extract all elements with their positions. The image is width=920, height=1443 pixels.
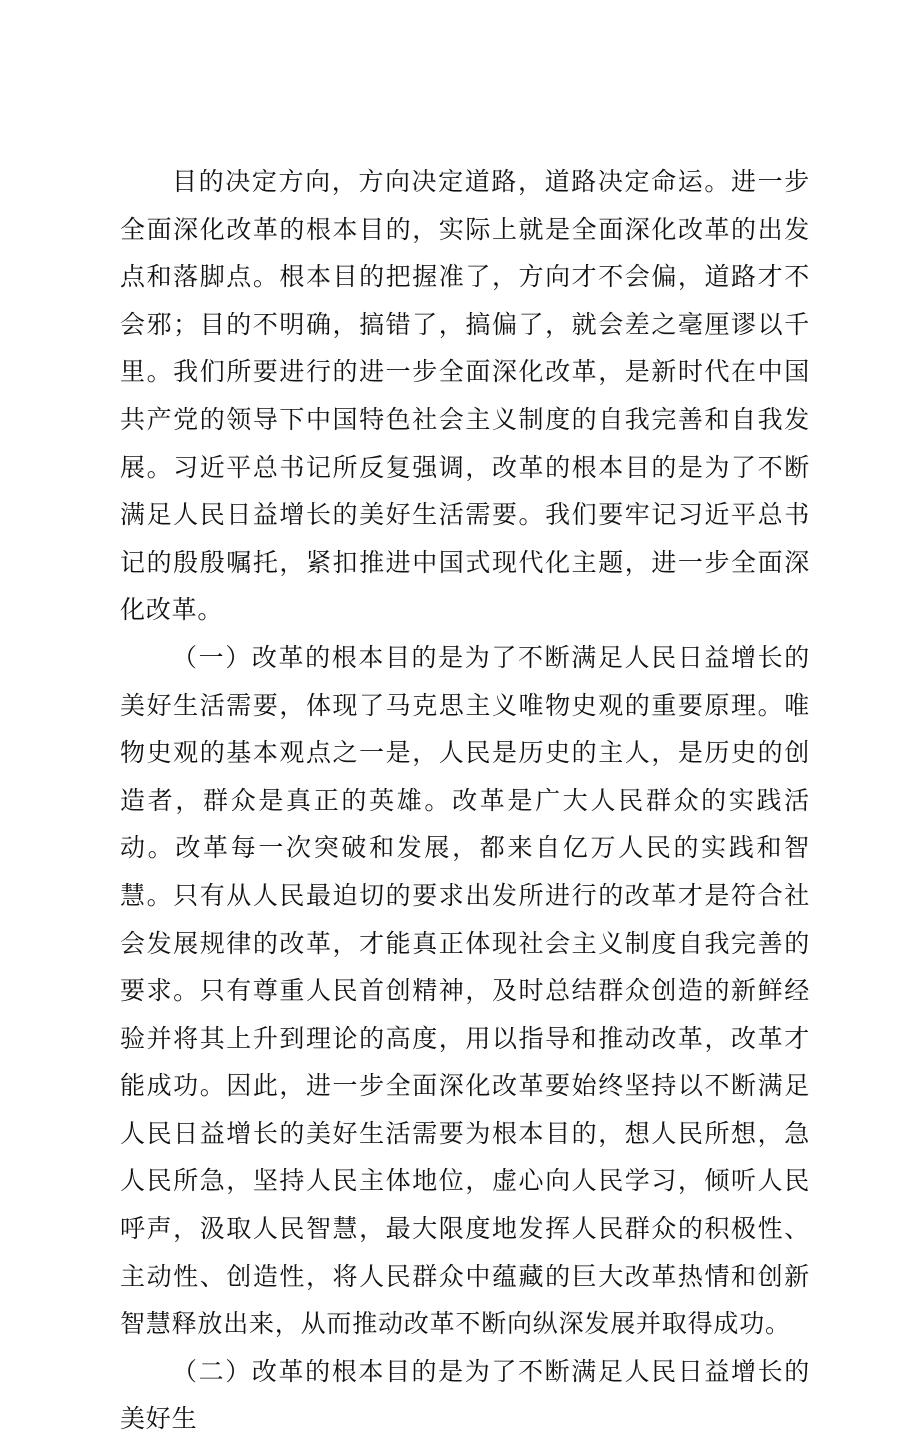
paragraph-section-two: （二）改革的根本目的是为了不断满足人民日益增长的美好生 bbox=[120, 1356, 810, 1434]
paragraph-intro: 目的决定方向，方向决定道路，道路决定命运。进一步全面深化改革的根本目的，实际上就是全面深化改革的出发点和落脚点。根本目的把握准了，方向才不会偏，道路才不会邪；目的不明确，搞错了，搞偏了，就会差之毫厘谬以千里。我们所要进行的进一步全面深化改革，是新时代在中国共产党的领导下中国特色社会主义制度的自我完善和自我发展。习近平总书记所反复强调，改革的根本目的是为了不断满足人民日益增长的美好生活需要。我们要牢记习近平总书记的殷殷嘱托，紧扣推进中国式现代化主题，进一步全面深化改革。 bbox=[120, 167, 810, 625]
body-text bbox=[120, 158, 810, 1443]
paragraph-section-one: （一）改革的根本目的是为了不断满足人民日益增长的美好生活需要，体现了马克思主义唯物史观的重要原理。唯物史观的基本观点之一是，人民是历史的主人，是历史的创造者，群众是真正的英雄。改革是广大人民群众的实践活动。改革每一次突破和发展，都来自亿万人民的实践和智慧。只有从人民最迫切的要求出发所进行的改革才是符合社会发展规律的改革，才能真正体现社会主义制度自我完善的要求。只有尊重人民首创精神，及时总结群众创造的新鲜经验并将其上升到理论的高度，用以指导和推动改革，改革才能成功。因此，进一步全面深化改革要始终坚持以不断满足人民日益增长的美好生活需要为根本目的，想人民所想，急人民所急，坚持人民主体地位，虚心向人民学习，倾听人民呼声，汲取人民智慧，最大限度地发挥人民群众的积极性、主动性、创造性，将人民群众中蕴藏的巨大改革热情和创新智慧释放出来，从而推动改革不断向纵深发展并取得成功。 bbox=[120, 642, 810, 1339]
